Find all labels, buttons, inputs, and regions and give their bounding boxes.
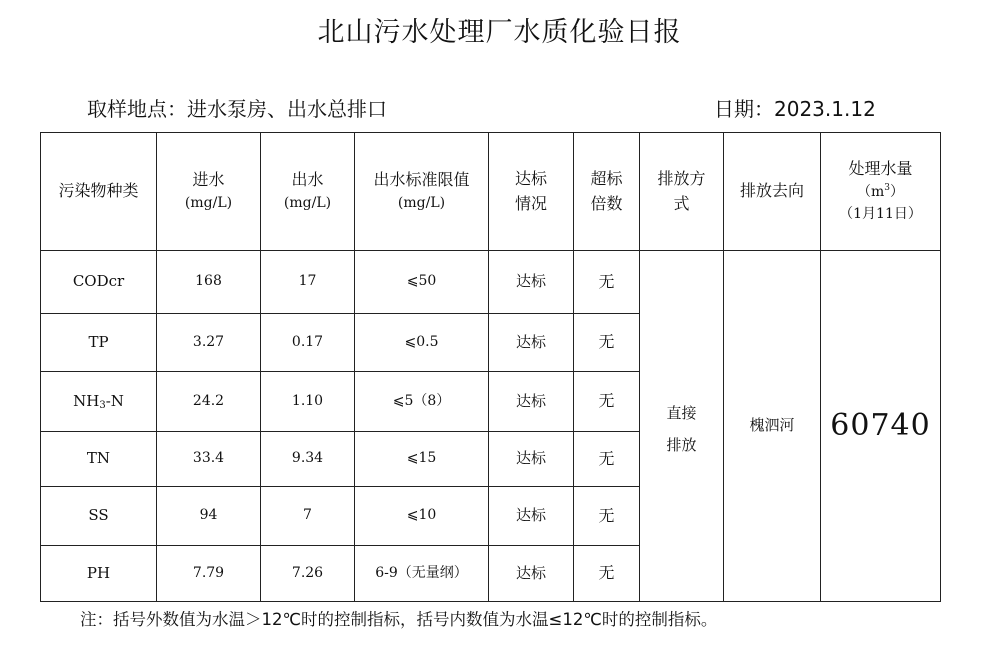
date-label: 日期： — [714, 97, 774, 121]
discharge-method-l1: 直接 — [666, 404, 697, 423]
exceed-cell: 无 — [574, 314, 640, 372]
header-influent-label: 进水 — [192, 170, 225, 190]
pollutant-cell: TN — [41, 432, 157, 487]
sampling-label: 取样地点： — [87, 97, 187, 121]
header-limit-unit: (mg/L) — [397, 195, 446, 212]
volume-unit-close: ） — [890, 184, 904, 201]
compliance-cell: 达标 — [489, 314, 574, 372]
exceed-cell: 无 — [574, 251, 640, 314]
header-exceed — [574, 133, 640, 251]
header-volume-l1: 处理水量 — [848, 159, 913, 179]
limit-cell: ⩽50 — [355, 251, 489, 314]
date-value: 2023.1.12 — [774, 97, 876, 121]
volume-cell: 60740 — [821, 251, 941, 602]
pollutant-subscript: 3 — [99, 399, 106, 411]
influent-cell: 7.79 — [157, 546, 261, 602]
pollutant-cell: CODcr — [41, 251, 157, 314]
header-exceed-l2: 倍数 — [590, 193, 623, 213]
header-pollutant — [41, 133, 157, 251]
header-exceed-l1: 超标 — [590, 168, 623, 188]
effluent-cell: 7.26 — [261, 546, 355, 602]
effluent-cell: 7 — [261, 487, 355, 546]
header-volume — [821, 133, 941, 251]
footnote: 注：括号外数值为水温＞12℃时的控制指标，括号内数值为水温≤12℃时的控制指标。 — [80, 610, 718, 629]
header-pollutant-label: 污染物种类 — [58, 181, 139, 201]
influent-cell: 24.2 — [157, 372, 261, 432]
influent-cell: 168 — [157, 251, 261, 314]
pollutant-cell — [41, 372, 157, 432]
report-date — [714, 93, 876, 122]
exceed-cell: 无 — [574, 546, 640, 602]
volume-unit-open: （m — [856, 184, 885, 201]
effluent-cell: 0.17 — [261, 314, 355, 372]
limit-cell: ⩽15 — [355, 432, 489, 487]
limit-cell: ⩽5（8） — [355, 372, 489, 432]
destination-cell: 槐泗河 — [724, 251, 821, 602]
pollutant-cell: SS — [41, 487, 157, 546]
header-discharge — [640, 133, 724, 251]
limit-cell: ⩽0.5 — [355, 314, 489, 372]
header-effluent-label: 出水 — [291, 170, 324, 190]
compliance-cell: 达标 — [489, 372, 574, 432]
exceed-cell: 无 — [574, 432, 640, 487]
influent-cell: 94 — [157, 487, 261, 546]
header-limit — [355, 133, 489, 251]
header-discharge-l1: 排放方 — [657, 168, 706, 188]
header-volume-date: （1月11日） — [839, 205, 922, 222]
influent-cell: 3.27 — [157, 314, 261, 372]
header-discharge-l2: 式 — [673, 193, 690, 213]
limit-cell: ⩽10 — [355, 487, 489, 546]
limit-cell: 6-9（无量纲） — [355, 546, 489, 602]
compliance-cell: 达标 — [489, 487, 574, 546]
header-compliance-l2: 情况 — [514, 193, 547, 213]
pollutant-main: NH — [73, 391, 100, 410]
sampling-location — [87, 93, 387, 122]
exceed-cell: 无 — [574, 372, 640, 432]
header-volume-unit — [821, 182, 940, 204]
pollutant-cell: PH — [41, 546, 157, 602]
header-influent-unit: (mg/L) — [184, 195, 233, 212]
water-quality-table — [40, 132, 941, 602]
header-destination-label: 排放去向 — [739, 181, 804, 201]
influent-cell: 33.4 — [157, 432, 261, 487]
pollutant-tail: -N — [105, 391, 124, 410]
exceed-cell: 无 — [574, 487, 640, 546]
effluent-cell: 9.34 — [261, 432, 355, 487]
pollutant-cell: TP — [41, 314, 157, 372]
discharge-method-cell — [640, 251, 724, 602]
volume-unit-sup: 3 — [884, 183, 890, 194]
discharge-method-l2: 排放 — [666, 435, 697, 454]
compliance-cell: 达标 — [489, 251, 574, 314]
compliance-cell: 达标 — [489, 432, 574, 487]
header-compliance — [489, 133, 574, 251]
sampling-value: 进水泵房、出水总排口 — [187, 97, 387, 121]
header-compliance-l1: 达标 — [514, 168, 547, 188]
effluent-cell: 1.10 — [261, 372, 355, 432]
compliance-cell: 达标 — [489, 546, 574, 602]
header-influent — [157, 133, 261, 251]
header-effluent — [261, 133, 355, 251]
header-limit-label: 出水标准限值 — [373, 170, 470, 190]
header-destination — [724, 133, 821, 251]
report-title: 北山污水处理厂水质化验日报 — [317, 17, 682, 48]
effluent-cell: 17 — [261, 251, 355, 314]
header-effluent-unit: (mg/L) — [283, 195, 332, 212]
header-row — [41, 133, 941, 251]
table-row — [41, 251, 941, 314]
